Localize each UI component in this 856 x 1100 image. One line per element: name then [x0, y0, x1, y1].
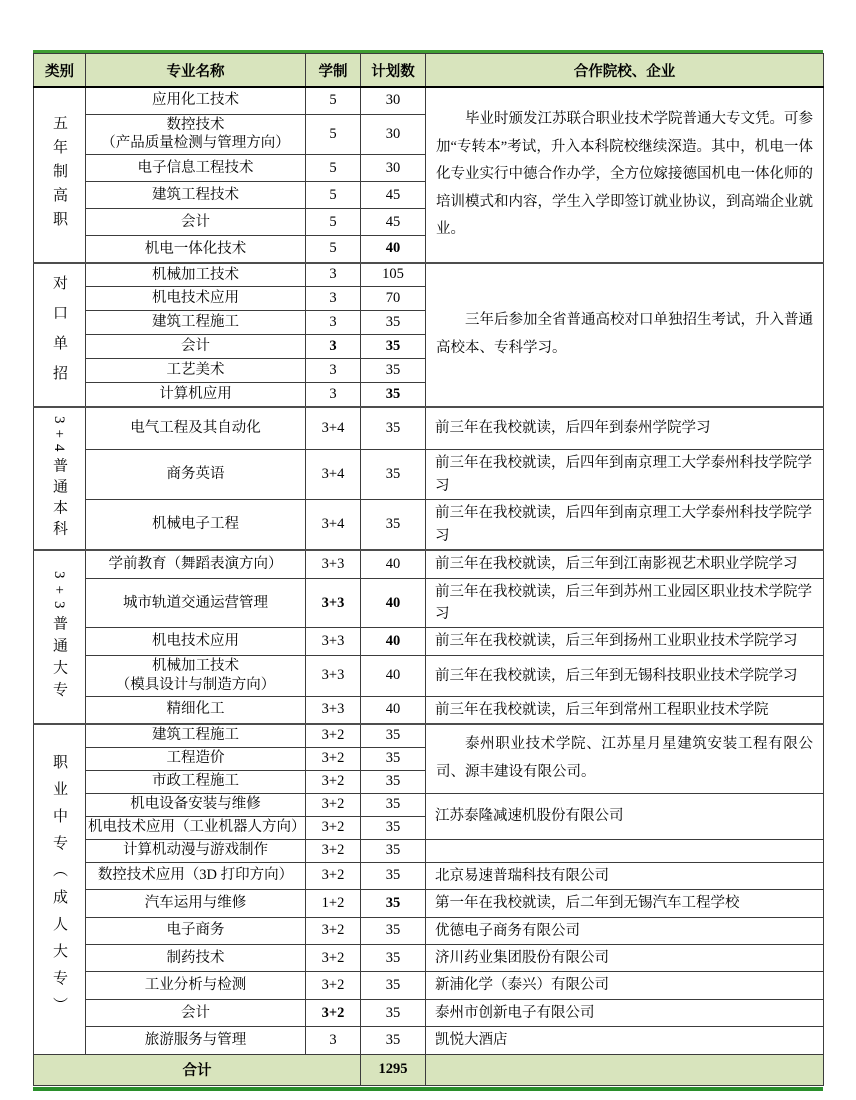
plan-cell: 35	[361, 747, 426, 770]
major-cell: 计算机应用	[86, 383, 306, 407]
total-row	[34, 1054, 824, 1085]
years-cell: 3+4	[306, 450, 361, 500]
major-cell: 学前教育（舞蹈表演方向）	[86, 550, 306, 578]
major-cell: 会计	[86, 209, 306, 236]
table-row	[34, 655, 824, 696]
years-cell: 3+2	[306, 724, 361, 747]
major-cell: 建筑工程技术	[86, 182, 306, 209]
major-line2: （产品质量检测与管理方向）	[101, 135, 290, 152]
major-cell: 机电技术应用	[86, 287, 306, 311]
col-header-category: 类别	[34, 54, 86, 88]
years-cell: 3+4	[306, 500, 361, 550]
plan-cell: 35	[361, 500, 426, 550]
major-cell: 制药技术	[86, 945, 306, 972]
partner-note-cell: 毕业时颁发江苏联合职业技术学院普通大专文凭。可参加“专转本”考试，升入本科院校继续深造。其中，机电一体化专业实行中德合作办学，全方位嫁接德国机电一体化师的培训模式和内容，学生入学即签订就业协议，到高端企业就业。	[426, 87, 824, 263]
major-cell	[86, 655, 306, 696]
years-cell: 3+2	[306, 999, 361, 1026]
years-cell: 3+2	[306, 862, 361, 889]
plan-cell: 35	[361, 793, 426, 816]
table-row	[34, 999, 824, 1026]
years-cell: 5	[306, 87, 361, 114]
years-cell: 3+3	[306, 578, 361, 628]
years-cell: 3	[306, 287, 361, 311]
partner-note-cell: 凯悦大酒店	[426, 1027, 824, 1054]
table-row	[34, 87, 824, 114]
years-cell: 3	[306, 335, 361, 359]
years-cell: 5	[306, 182, 361, 209]
plan-cell: 35	[361, 890, 426, 917]
partner-note-cell: 江苏泰隆减速机股份有限公司	[426, 793, 824, 839]
table-row	[34, 550, 824, 578]
plan-cell: 35	[361, 816, 426, 839]
table-row	[34, 862, 824, 889]
plan-cell: 35	[361, 839, 426, 862]
category-cell-zhongzhuan: 职业中专（成人大专）	[34, 724, 86, 1054]
years-cell: 3+3	[306, 628, 361, 655]
partner-note-cell	[426, 839, 824, 862]
table-row	[34, 972, 824, 999]
total-empty-cell	[426, 1054, 824, 1085]
years-cell: 3+2	[306, 945, 361, 972]
plan-cell: 40	[361, 655, 426, 696]
partner-note-cell: 优德电子商务有限公司	[426, 917, 824, 944]
major-cell	[86, 114, 306, 155]
header-row	[34, 54, 824, 88]
partner-note-cell: 前三年在我校就读，后四年到泰州学院学习	[426, 407, 824, 450]
plan-cell: 40	[361, 236, 426, 263]
major-cell: 机电一体化技术	[86, 236, 306, 263]
table-row	[34, 945, 824, 972]
enrollment-table	[33, 53, 824, 1086]
major-cell: 机电技术应用	[86, 628, 306, 655]
table-row	[34, 407, 824, 450]
partner-note-cell: 前三年在我校就读，后三年到苏州工业园区职业技术学院学习	[426, 578, 824, 628]
partner-note-cell: 济川药业集团股份有限公司	[426, 945, 824, 972]
partner-note-cell: 前三年在我校就读，后三年到常州工程职业技术学院	[426, 696, 824, 724]
table-row	[34, 450, 824, 500]
partner-note-cell: 新浦化学（泰兴）有限公司	[426, 972, 824, 999]
plan-cell: 35	[361, 862, 426, 889]
partner-note-cell: 前三年在我校就读，后三年到江南影视艺术职业学院学习	[426, 550, 824, 578]
major-cell: 机械电子工程	[86, 500, 306, 550]
major-cell: 计算机动漫与游戏制作	[86, 839, 306, 862]
major-cell: 会计	[86, 335, 306, 359]
col-header-major: 专业名称	[86, 54, 306, 88]
plan-cell: 35	[361, 383, 426, 407]
partner-note-cell: 前三年在我校就读，后三年到无锡科技职业技术学院学习	[426, 655, 824, 696]
table-row	[34, 839, 824, 862]
table-row	[34, 724, 824, 747]
years-cell: 3	[306, 311, 361, 335]
table-row	[34, 917, 824, 944]
plan-cell: 45	[361, 209, 426, 236]
partner-note-cell: 泰州市创新电子有限公司	[426, 999, 824, 1026]
plan-cell: 30	[361, 155, 426, 182]
plan-cell: 35	[361, 999, 426, 1026]
major-cell: 电子信息工程技术	[86, 155, 306, 182]
category-cell-3plus4: 3+4普通本科	[34, 407, 86, 550]
years-cell: 3+2	[306, 917, 361, 944]
partner-note-cell: 北京易速普瑞科技有限公司	[426, 862, 824, 889]
col-header-years: 学制	[306, 54, 361, 88]
major-cell: 商务英语	[86, 450, 306, 500]
table-row	[34, 500, 824, 550]
plan-cell: 35	[361, 335, 426, 359]
years-cell: 3+2	[306, 839, 361, 862]
total-label: 合计	[34, 1054, 361, 1085]
partner-note-cell: 前三年在我校就读，后四年到南京理工大学泰州科技学院学习	[426, 450, 824, 500]
years-cell: 1+2	[306, 890, 361, 917]
major-cell: 机电技术应用（工业机器人方向）	[86, 816, 306, 839]
plan-cell: 70	[361, 287, 426, 311]
years-cell: 3+3	[306, 696, 361, 724]
years-cell: 3+4	[306, 407, 361, 450]
plan-cell: 40	[361, 578, 426, 628]
years-cell: 5	[306, 114, 361, 155]
plan-cell: 35	[361, 311, 426, 335]
years-cell: 3+2	[306, 816, 361, 839]
plan-cell: 35	[361, 917, 426, 944]
plan-cell: 40	[361, 550, 426, 578]
major-line1: 机械加工技术	[152, 657, 239, 674]
table-row	[34, 1027, 824, 1054]
major-cell: 市政工程施工	[86, 770, 306, 793]
plan-cell: 35	[361, 972, 426, 999]
years-cell: 5	[306, 236, 361, 263]
major-line2: （模具设计与制造方向）	[115, 676, 276, 693]
partner-note-cell: 第一年在我校就读，后二年到无锡汽车工程学校	[426, 890, 824, 917]
major-cell: 机械加工技术	[86, 263, 306, 287]
years-cell: 3	[306, 263, 361, 287]
years-cell: 3+2	[306, 747, 361, 770]
plan-cell: 35	[361, 770, 426, 793]
col-header-plan: 计划数	[361, 54, 426, 88]
years-cell: 3+3	[306, 655, 361, 696]
years-cell: 3+2	[306, 770, 361, 793]
major-cell: 建筑工程施工	[86, 311, 306, 335]
table-row	[34, 263, 824, 287]
major-cell: 旅游服务与管理	[86, 1027, 306, 1054]
plan-cell: 45	[361, 182, 426, 209]
partner-note-cell: 前三年在我校就读，后三年到扬州工业职业技术学院学习	[426, 628, 824, 655]
plan-cell: 35	[361, 359, 426, 383]
years-cell: 3+2	[306, 972, 361, 999]
table-row	[34, 628, 824, 655]
years-cell: 3	[306, 359, 361, 383]
category-cell-5yr: 五年制高职	[34, 87, 86, 263]
major-cell: 工业分析与检测	[86, 972, 306, 999]
table-row	[34, 578, 824, 628]
major-cell: 会计	[86, 999, 306, 1026]
years-cell: 3+3	[306, 550, 361, 578]
major-cell: 建筑工程施工	[86, 724, 306, 747]
major-cell: 数控技术应用（3D 打印方向）	[86, 862, 306, 889]
major-cell: 工程造价	[86, 747, 306, 770]
plan-cell: 35	[361, 1027, 426, 1054]
partner-note-cell: 泰州职业技术学院、江苏星月星建筑安装工程有限公司、源丰建设有限公司。	[426, 724, 824, 793]
major-cell: 电子商务	[86, 917, 306, 944]
col-header-partner: 合作院校、企业	[426, 54, 824, 88]
bottom-green-rule	[33, 1087, 823, 1091]
years-cell: 5	[306, 155, 361, 182]
years-cell: 3	[306, 1027, 361, 1054]
years-cell: 3	[306, 383, 361, 407]
plan-cell: 35	[361, 724, 426, 747]
category-cell-duikou: 对口单招	[34, 263, 86, 407]
major-line1: 数控技术	[166, 116, 225, 133]
major-cell: 城市轨道交通运营管理	[86, 578, 306, 628]
plan-cell: 40	[361, 628, 426, 655]
major-cell: 汽车运用与维修	[86, 890, 306, 917]
category-cell-3plus3: 3+3普通大专	[34, 550, 86, 724]
major-cell: 机电设备安装与维修	[86, 793, 306, 816]
partner-note-cell: 前三年在我校就读，后四年到南京理工大学泰州科技学院学习	[426, 500, 824, 550]
table-row	[34, 793, 824, 816]
major-cell: 应用化工技术	[86, 87, 306, 114]
major-cell: 电气工程及其自动化	[86, 407, 306, 450]
plan-cell: 30	[361, 114, 426, 155]
major-cell: 精细化工	[86, 696, 306, 724]
plan-cell: 40	[361, 696, 426, 724]
major-cell: 工艺美术	[86, 359, 306, 383]
plan-cell: 35	[361, 945, 426, 972]
table-row	[34, 890, 824, 917]
plan-cell: 35	[361, 407, 426, 450]
plan-cell: 105	[361, 263, 426, 287]
years-cell: 3+2	[306, 793, 361, 816]
table-row	[34, 696, 824, 724]
partner-note-cell: 三年后参加全省普通高校对口单独招生考试，升入普通高校本、专科学习。	[426, 263, 824, 407]
years-cell: 5	[306, 209, 361, 236]
total-value: 1295	[361, 1054, 426, 1085]
plan-cell: 35	[361, 450, 426, 500]
plan-cell: 30	[361, 87, 426, 114]
